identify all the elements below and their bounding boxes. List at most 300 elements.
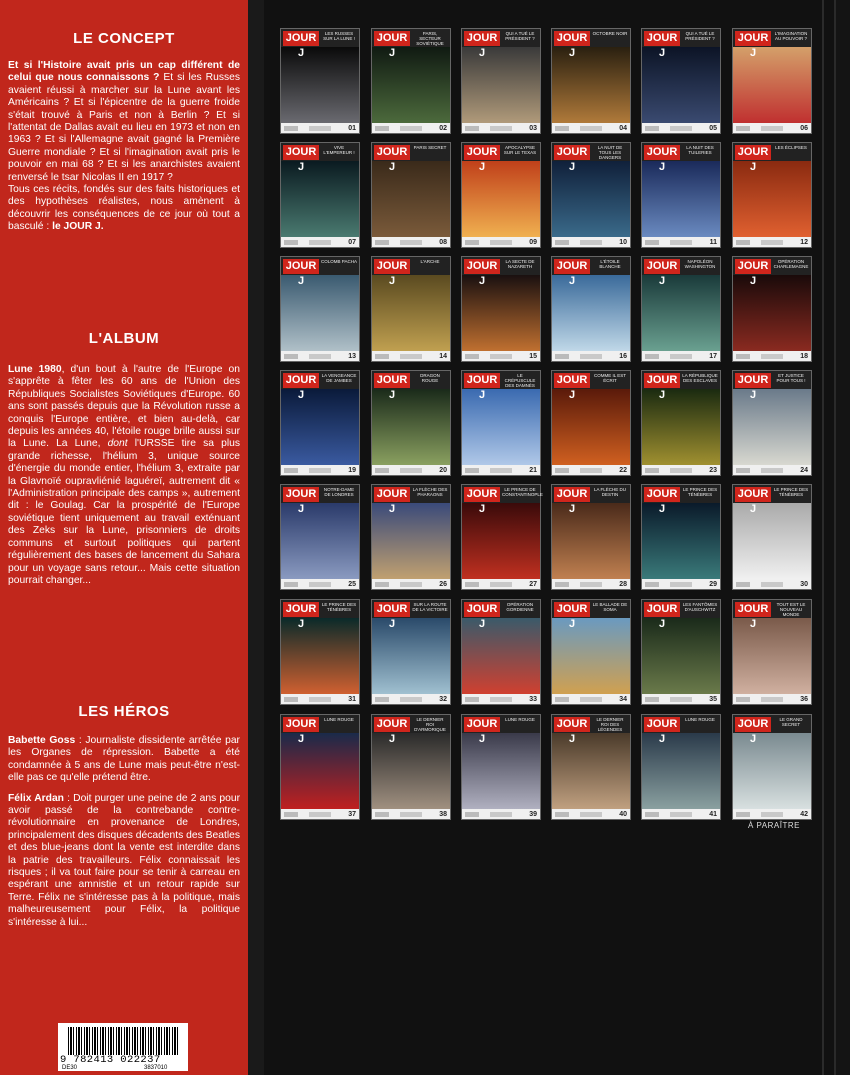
cover-footer xyxy=(552,465,630,475)
cover-art xyxy=(281,503,359,579)
album-cover xyxy=(280,142,360,248)
publisher-mark xyxy=(375,812,389,817)
cover-art xyxy=(281,389,359,465)
cover-credit xyxy=(309,697,331,702)
cover-footer xyxy=(281,465,359,475)
album-cover xyxy=(732,599,812,705)
publisher-mark xyxy=(284,697,298,702)
cover-art xyxy=(281,618,359,694)
cover-number: 09 xyxy=(529,239,537,246)
cover-title: LA FLÈCHE DU DESTIN xyxy=(593,487,626,497)
cover-footer xyxy=(372,123,450,133)
cover-logo: JOUR J xyxy=(464,717,500,732)
publisher-mark xyxy=(736,240,750,245)
cover-logo: JOUR J xyxy=(735,717,771,732)
cover-title: QUI A TUÉ LE PRÉSIDENT ? xyxy=(505,31,535,41)
album-cover xyxy=(551,256,631,362)
album-cover xyxy=(641,599,721,705)
publisher-mark xyxy=(465,812,479,817)
publisher-mark xyxy=(645,126,659,131)
cover-title: LA VENGEANCE DE JAMBES xyxy=(321,373,357,383)
cover-footer xyxy=(552,123,630,133)
album-cover xyxy=(551,370,631,476)
cover-footer xyxy=(552,351,630,361)
album-paragraph: Lune 1980, d'un bout à l'autre de l'Europe on s'apprête à fêter les 60 ans de l'Union des Républiques Socialistes Soviétiques d'Europe. 60 ans sont passés depuis que la Révolution russe a conquis l'Europe entière, et bien au-delà, car depuis les années 40, l'étoile rouge brille aussi sur la Lune. La Lune, dont l'URSSE tire sa plus grande richesse, l'hélium 3, unique source d'énergie du monde entier, l'hélium 3, extraite par la Glavnoïé oupravliénié laguéreï, autrement dit « l'Administration principale des camps », autrement dit : le Goulag. Car la prospérité de l'Europe soviétique tient uniquement au travail exténuant des Zeks sur la Lune, prisonniers de droits communs et surtout politiques qui partent régulièrement des bases de lancement du Sahara pour un voyage sans retour... Mais cette situation pourrait changer... xyxy=(8,364,240,586)
cover-title: PARIS SECRET xyxy=(413,145,447,150)
cover-title: LE CRÉPUSCULE DES DAMNÉS xyxy=(504,373,536,388)
cover-number: 40 xyxy=(619,811,627,818)
cover-art xyxy=(462,47,540,123)
cover-title: LA NUIT DES TUILERIES xyxy=(686,145,714,155)
cover-number: 33 xyxy=(529,696,537,703)
cover-number: 05 xyxy=(709,125,717,132)
cover-number: 19 xyxy=(348,467,356,474)
publisher-mark xyxy=(465,240,479,245)
heros-section xyxy=(8,703,240,929)
publisher-mark xyxy=(284,126,298,131)
cover-logo: JOUR J xyxy=(374,487,410,502)
cover-logo: JOUR J xyxy=(554,145,590,160)
cover-footer xyxy=(462,694,540,704)
cover-logo: JOUR J xyxy=(554,31,590,46)
cover-footer xyxy=(552,694,630,704)
cover-credit xyxy=(490,468,512,473)
cover-footer xyxy=(462,579,540,589)
cover-number: 17 xyxy=(709,353,717,360)
cover-footer xyxy=(552,579,630,589)
cover-credit xyxy=(309,240,331,245)
cover-title: LE BALLADE DE SOMA xyxy=(592,602,628,612)
publisher-mark xyxy=(736,582,750,587)
album-cover xyxy=(551,714,631,820)
cover-art xyxy=(642,47,720,123)
concept-body: Et si les Russes avaient réussi à marcher sur la Lune avant les Américains ? Et si l'épicentre de la guerre froide s'était trouvé à Paris et non à Berlin ? Et si l'attentat de Dallas avait eu lieu en 1973 et non en 1963 ? Et si l'Allemagne avait gagné la Première Guerre mondiale ? Et si l'imagination avait pris le pouvoir en mai 68 ? Et si les anarchistes avaient renversé le tsar Nicolas II en 1917 ? xyxy=(8,72,240,183)
concept-paragraph-2: Tous ces récits, fondés sur des faits historiques et des hypothèses réalistes, nous amènent à découvrir les conséquences de ce jour où tout a basculé : le JOUR J. xyxy=(8,184,240,233)
publisher-mark xyxy=(555,354,569,359)
cover-title: LA RÉPUBLIQUE DES ESCLAVES xyxy=(682,373,718,383)
cover-number: 21 xyxy=(529,467,537,474)
album-dont: dont xyxy=(107,438,128,450)
cover-title: L'ÉTOILE BLANCHE xyxy=(599,259,621,269)
album-cover xyxy=(551,484,631,590)
cover-number: 27 xyxy=(529,581,537,588)
cover-number: 31 xyxy=(348,696,356,703)
cover-art xyxy=(733,161,811,237)
cover-logo: JOUR J xyxy=(735,373,771,388)
cover-title: OPÉRATION GORDIENNE xyxy=(506,602,534,612)
publisher-mark xyxy=(555,582,569,587)
album-cover xyxy=(280,484,360,590)
cover-number: 34 xyxy=(619,696,627,703)
cover-logo: JOUR J xyxy=(735,259,771,274)
cover-footer xyxy=(281,579,359,589)
cover-logo: JOUR J xyxy=(644,259,680,274)
cover-footer xyxy=(462,237,540,247)
album-cover xyxy=(732,484,812,590)
album-cover xyxy=(461,256,541,362)
album-cover xyxy=(641,714,721,820)
cover-credit xyxy=(670,697,692,702)
cover-credit xyxy=(580,354,602,359)
cover-footer xyxy=(733,579,811,589)
cover-title: LUNE ROUGE xyxy=(324,717,354,722)
cover-art xyxy=(642,275,720,351)
cover-logo: JOUR J xyxy=(554,717,590,732)
cover-title: OCTOBRE NOIR xyxy=(592,31,628,36)
cover-credit xyxy=(309,582,331,587)
cover-logo: JOUR J xyxy=(374,31,410,46)
cover-footer xyxy=(642,579,720,589)
cover-number: 16 xyxy=(619,353,627,360)
cover-number: 10 xyxy=(619,239,627,246)
cover-number: 20 xyxy=(439,467,447,474)
cover-footer xyxy=(372,351,450,361)
publisher-mark xyxy=(736,468,750,473)
cover-art xyxy=(281,161,359,237)
cover-art xyxy=(642,389,720,465)
album-cover xyxy=(371,714,451,820)
cover-number: 11 xyxy=(709,239,717,246)
cover-credit xyxy=(400,697,422,702)
cover-credit xyxy=(490,697,512,702)
cover-title: SUR LA ROUTE DE LA VICTOIRE xyxy=(412,602,448,612)
cover-logo: JOUR J xyxy=(374,259,410,274)
cover-logo: JOUR J xyxy=(283,259,319,274)
cover-title: LA SECTE DE NAZARETH xyxy=(505,259,535,269)
cover-logo: JOUR J xyxy=(283,145,319,160)
album-cover xyxy=(461,142,541,248)
cover-art xyxy=(462,503,540,579)
publisher-mark xyxy=(465,126,479,131)
cover-number: 29 xyxy=(709,581,717,588)
cover-art xyxy=(462,275,540,351)
cover-logo: JOUR J xyxy=(735,487,771,502)
album-cover xyxy=(280,28,360,134)
album-cover xyxy=(551,142,631,248)
cover-logo: JOUR J xyxy=(283,717,319,732)
cover-footer xyxy=(733,465,811,475)
a-paraitre-label: À PARAÎTRE xyxy=(748,821,800,830)
cover-footer xyxy=(733,809,811,819)
cover-credit xyxy=(309,354,331,359)
cover-credit xyxy=(670,354,692,359)
album-cover xyxy=(732,370,812,476)
album-title: Lune 1980 xyxy=(8,364,62,375)
cover-footer xyxy=(733,123,811,133)
cover-credit xyxy=(670,582,692,587)
cover-number: 01 xyxy=(348,125,356,132)
cover-art xyxy=(372,733,450,809)
album-cover xyxy=(551,28,631,134)
cover-art xyxy=(372,47,450,123)
cover-title: NOTRE-DAME DE LONDRES xyxy=(323,487,355,497)
cover-title: LUNE ROUGE xyxy=(685,717,715,722)
edge-lines xyxy=(818,0,850,1075)
album-cover xyxy=(461,484,541,590)
cover-title: QUI A TUÉ LE PRÉSIDENT ? xyxy=(685,31,715,41)
cover-art xyxy=(733,618,811,694)
album-section xyxy=(8,330,240,587)
cover-art xyxy=(552,618,630,694)
cover-logo: JOUR J xyxy=(283,602,319,617)
album-cover xyxy=(732,28,812,134)
cover-art xyxy=(462,618,540,694)
cover-art xyxy=(733,275,811,351)
cover-art xyxy=(552,503,630,579)
cover-credit xyxy=(670,812,692,817)
cover-footer xyxy=(642,351,720,361)
cover-footer xyxy=(642,237,720,247)
heros-heading: LES HÉROS xyxy=(78,703,170,720)
cover-footer xyxy=(642,123,720,133)
publisher-mark xyxy=(645,812,659,817)
cover-footer xyxy=(372,465,450,475)
publisher-mark xyxy=(375,468,389,473)
concept-paragraph xyxy=(8,60,240,184)
cover-credit xyxy=(761,697,783,702)
publisher-mark xyxy=(736,812,750,817)
cover-logo: JOUR J xyxy=(735,145,771,160)
barcode xyxy=(58,1023,188,1071)
cover-logo: JOUR J xyxy=(464,373,500,388)
cover-art xyxy=(462,733,540,809)
cover-credit xyxy=(761,354,783,359)
cover-number: 24 xyxy=(800,467,808,474)
cover-credit xyxy=(400,354,422,359)
cover-number: 14 xyxy=(439,353,447,360)
album-cover xyxy=(732,256,812,362)
cover-art xyxy=(733,733,811,809)
publisher-mark xyxy=(465,468,479,473)
barcode-code-right: 3837010 xyxy=(144,1065,168,1071)
publisher-mark xyxy=(555,126,569,131)
cover-footer xyxy=(462,809,540,819)
cover-title: LES FANTÔMES D'AUSCHWITZ xyxy=(682,602,718,612)
cover-number: 15 xyxy=(529,353,537,360)
cover-art xyxy=(733,389,811,465)
cover-art xyxy=(642,503,720,579)
cover-number: 04 xyxy=(619,125,627,132)
publisher-mark xyxy=(375,582,389,587)
cover-logo: JOUR J xyxy=(464,487,500,502)
album-cover xyxy=(551,599,631,705)
album-cover xyxy=(641,256,721,362)
album-cover xyxy=(461,28,541,134)
cover-art xyxy=(462,161,540,237)
publisher-mark xyxy=(375,126,389,131)
cover-logo: JOUR J xyxy=(644,717,680,732)
cover-number: 42 xyxy=(800,811,808,818)
album-cover xyxy=(732,142,812,248)
album-cover xyxy=(280,714,360,820)
cover-number: 02 xyxy=(439,125,447,132)
cover-logo: JOUR J xyxy=(554,487,590,502)
barcode-number: 9 782413 022237 xyxy=(60,1054,161,1066)
cover-title: LE PRINCE DES TÉNÈBRES xyxy=(773,487,809,497)
cover-art xyxy=(372,389,450,465)
cover-number: 03 xyxy=(529,125,537,132)
cover-number: 08 xyxy=(439,239,447,246)
cover-footer xyxy=(462,123,540,133)
publisher-mark xyxy=(375,240,389,245)
cover-title: COLOMB PACHA xyxy=(321,259,357,264)
publisher-mark xyxy=(375,697,389,702)
publisher-mark xyxy=(284,812,298,817)
cover-title: TOUT EST LE NOUVEAU MONDE xyxy=(776,602,806,617)
cover-art xyxy=(552,161,630,237)
cover-credit xyxy=(580,582,602,587)
hero-babette: Babette Goss : Journaliste dissidente arrêtée par les Organes de répression. Babette a été condamnée à 5 ans de Lune mais peut-être n'est-elle pas ce qu'elle prétend être. xyxy=(8,735,240,784)
cover-credit xyxy=(670,240,692,245)
cover-art xyxy=(281,47,359,123)
barcode-code-left: DE30 xyxy=(62,1065,78,1071)
cover-footer xyxy=(642,809,720,819)
cover-logo: JOUR J xyxy=(374,373,410,388)
publisher-mark xyxy=(645,468,659,473)
cover-credit xyxy=(400,582,422,587)
cover-credit xyxy=(400,468,422,473)
album-cover xyxy=(280,256,360,362)
concept-section xyxy=(8,30,240,234)
cover-number: 36 xyxy=(800,696,808,703)
cover-logo: JOUR J xyxy=(464,145,500,160)
cover-credit xyxy=(761,582,783,587)
cover-title: OPÉRATION CHARLEMAGNE xyxy=(773,259,809,269)
cover-footer xyxy=(552,809,630,819)
cover-logo: JOUR J xyxy=(374,145,410,160)
cover-footer xyxy=(733,351,811,361)
cover-credit xyxy=(580,812,602,817)
publisher-mark xyxy=(645,354,659,359)
cover-credit xyxy=(761,126,783,131)
cover-title: ET JUSTICE POUR TOUS ! xyxy=(776,373,806,383)
cover-footer xyxy=(552,237,630,247)
cover-number: 23 xyxy=(709,467,717,474)
cover-number: 32 xyxy=(439,696,447,703)
publisher-mark xyxy=(736,697,750,702)
album-cover xyxy=(371,256,451,362)
cover-logo: JOUR J xyxy=(554,373,590,388)
cover-number: 37 xyxy=(348,811,356,818)
cover-footer xyxy=(281,237,359,247)
cover-credit xyxy=(400,240,422,245)
album-cover xyxy=(371,370,451,476)
cover-logo: JOUR J xyxy=(644,373,680,388)
cover-footer xyxy=(642,465,720,475)
album-cover xyxy=(461,599,541,705)
cover-logo: JOUR J xyxy=(464,602,500,617)
publisher-mark xyxy=(284,240,298,245)
album-heading: L'ALBUM xyxy=(88,330,160,347)
album-cover xyxy=(732,714,812,820)
publisher-mark xyxy=(375,354,389,359)
publisher-mark xyxy=(555,812,569,817)
cover-art xyxy=(281,275,359,351)
cover-art xyxy=(552,275,630,351)
cover-footer xyxy=(642,694,720,704)
album-cover xyxy=(280,599,360,705)
cover-credit xyxy=(580,468,602,473)
series-covers-panel xyxy=(248,0,850,1075)
cover-title: LE DERNIER ROI D'ARMORIQUE xyxy=(414,717,446,732)
back-cover-text-panel xyxy=(0,0,248,1075)
album-cover xyxy=(641,484,721,590)
cover-logo: JOUR J xyxy=(644,145,680,160)
cover-title: L'IMAGINATION AU POUVOIR ? xyxy=(774,31,808,41)
cover-art xyxy=(642,161,720,237)
cover-credit xyxy=(490,582,512,587)
publisher-mark xyxy=(284,582,298,587)
cover-logo: JOUR J xyxy=(554,259,590,274)
cover-credit xyxy=(761,240,783,245)
cover-credit xyxy=(490,240,512,245)
concept-heading: LE CONCEPT xyxy=(73,30,175,47)
cover-footer xyxy=(372,579,450,589)
cover-number: 41 xyxy=(709,811,717,818)
concept-brand: le JOUR J. xyxy=(52,221,104,233)
cover-logo: JOUR J xyxy=(644,487,680,502)
cover-art xyxy=(372,503,450,579)
publisher-mark xyxy=(465,582,479,587)
cover-credit xyxy=(580,697,602,702)
cover-credit xyxy=(400,812,422,817)
cover-credit xyxy=(761,468,783,473)
cover-title: LE DERNIER ROI DES LÉGENDES xyxy=(596,717,624,732)
barcode-bars xyxy=(68,1027,180,1055)
album-cover xyxy=(371,142,451,248)
cover-credit xyxy=(309,812,331,817)
cover-number: 26 xyxy=(439,581,447,588)
cover-art xyxy=(552,47,630,123)
cover-number: 18 xyxy=(800,353,808,360)
cover-number: 13 xyxy=(348,353,356,360)
cover-number: 38 xyxy=(439,811,447,818)
cover-number: 39 xyxy=(529,811,537,818)
concept-intro: Et si l'Histoire avait pris un cap différent de celui que nous connaissons ? xyxy=(8,60,240,84)
cover-footer xyxy=(281,351,359,361)
cover-title: LA FLÈCHE DES PHARAONS xyxy=(412,487,448,497)
album-cover xyxy=(280,370,360,476)
publisher-mark xyxy=(736,126,750,131)
cover-footer xyxy=(372,694,450,704)
cover-credit xyxy=(309,468,331,473)
cover-credit xyxy=(670,126,692,131)
cover-logo: JOUR J xyxy=(464,259,500,274)
cover-number: 28 xyxy=(619,581,627,588)
cover-logo: JOUR J xyxy=(644,602,680,617)
publisher-mark xyxy=(555,240,569,245)
cover-title: LA NUIT DE TOUS LES DANGERS xyxy=(597,145,623,160)
cover-footer xyxy=(733,237,811,247)
cover-number: 06 xyxy=(800,125,808,132)
album-cover xyxy=(461,370,541,476)
cover-art xyxy=(733,47,811,123)
cover-credit xyxy=(490,812,512,817)
album-cover xyxy=(371,484,451,590)
cover-footer xyxy=(462,351,540,361)
cover-footer xyxy=(372,809,450,819)
cover-title: VIVE L'EMPEREUR ! xyxy=(323,145,355,155)
cover-title: PARIS, SECTEUR SOVIÉTIQUE xyxy=(416,31,444,46)
publisher-mark xyxy=(465,354,479,359)
cover-number: 07 xyxy=(348,239,356,246)
cover-logo: JOUR J xyxy=(644,31,680,46)
cover-footer xyxy=(733,694,811,704)
cover-art xyxy=(552,733,630,809)
cover-title: DRAGON ROUGE xyxy=(420,373,440,383)
album-cover xyxy=(371,28,451,134)
cover-title: LES ÉCLIPSES xyxy=(775,145,807,150)
